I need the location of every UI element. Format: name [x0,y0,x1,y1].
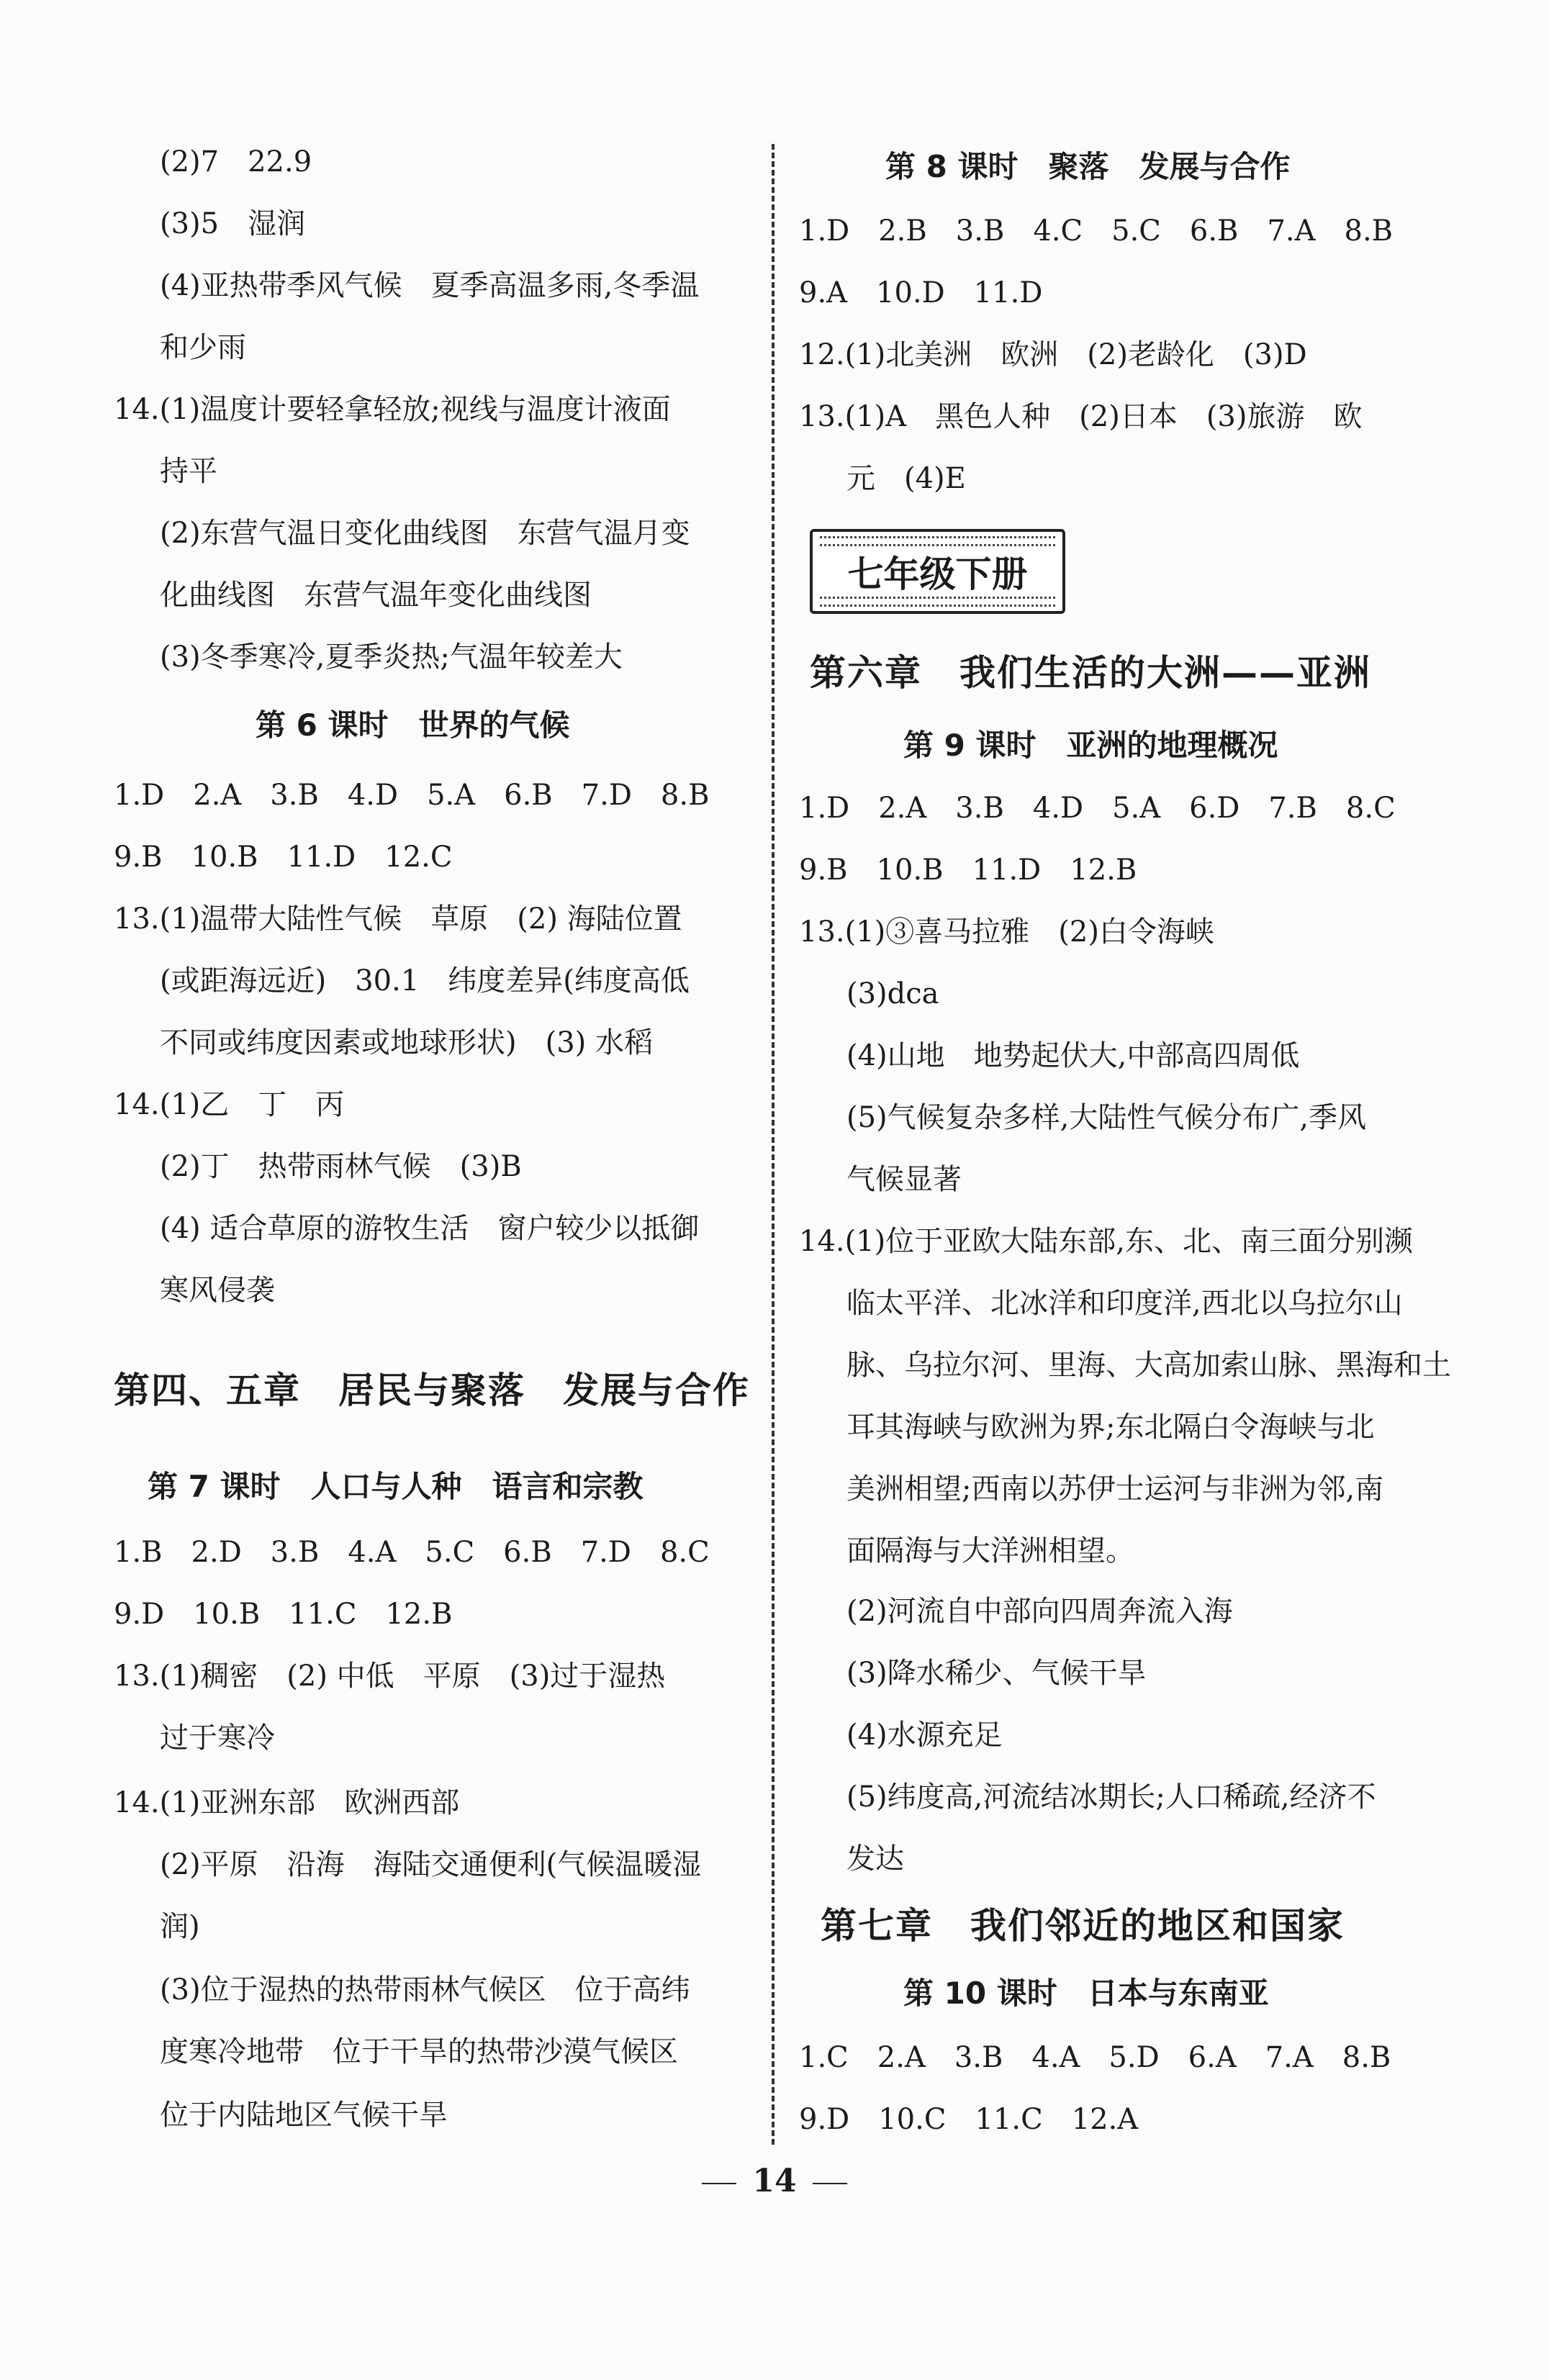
answer-line: 9.D 10.B 11.C 12.B [114,1598,453,1631]
answer-line: (4)山地 地势起伏大,中部高四周低 [846,1039,1300,1072]
column-divider [772,144,774,2145]
dash-left [702,2183,736,2184]
chapter-7-title: 第七章 我们邻近的地区和国家 [821,1905,1345,1947]
answer-line: 元 (4)E [846,462,966,495]
answer-line: 9.A 10.D 11.D [799,276,1043,309]
answer-line: (3)降水稀少、气候干旱 [846,1657,1147,1690]
page-number-text: 14 [752,2163,797,2199]
answer-line: (5)气候复杂多样,大陆性气候分布广,季风 [846,1101,1367,1134]
answer-line: 寒风侵袭 [160,1274,275,1307]
answer-line: 和少雨 [160,331,246,364]
answer-line: 13.(1)A 黑色人种 (2)日本 (3)旅游 欧 [799,400,1363,433]
answer-line: 气候显著 [846,1163,962,1196]
answer-line: 1.B 2.D 3.B 4.A 5.C 6.B 7.D 8.C [114,1536,710,1569]
answer-line: 脉、乌拉尔河、里海、大高加索山脉、黑海和土 [846,1349,1451,1382]
answer-line: (4) 适合草原的游牧生活 窗户较少以抵御 [160,1212,700,1245]
answer-line: (2)东营气温日变化曲线图 东营气温月变 [160,517,690,550]
answer-line: (或距海远近) 30.1 纬度差异(纬度高低 [160,964,690,997]
chapter-6-title: 第六章 我们生活的大洲——亚洲 [810,652,1371,694]
answer-line: 1.D 2.B 3.B 4.C 5.C 6.B 7.A 8.B [799,214,1394,248]
answer-line: (3)dca [846,977,939,1010]
answer-line: 14.(1)亚洲东部 欧洲西部 [114,1786,460,1819]
lesson-10-title: 第 10 课时 日本与东南亚 [903,1976,1269,2011]
answer-line: 过于寒冷 [160,1721,275,1755]
answer-line: (4)亚热带季风气候 夏季高温多雨,冬季温 [160,269,700,302]
lesson-9-title: 第 9 课时 亚洲的地理概况 [903,728,1278,763]
answer-line: 1.D 2.A 3.B 4.D 5.A 6.D 7.B 8.C [799,792,1396,825]
answer-line: (2)平原 沿海 海陆交通便利(气候温暖湿 [160,1848,702,1881]
answer-line: (3)位于湿热的热带雨林气候区 位于高纬 [160,1973,690,2006]
answer-line: 9.B 10.B 11.D 12.C [114,841,453,874]
answer-line: 度寒冷地带 位于干旱的热带沙漠气候区 [160,2035,678,2068]
answer-line: (4)水源充足 [846,1719,1003,1752]
answer-line: 13.(1)稠密 (2) 中低 平原 (3)过于湿热 [114,1660,666,1693]
page-number [0,2163,1549,2199]
answer-line: 化曲线图 东营气温年变化曲线图 [160,579,592,612]
answer-line: 1.D 2.A 3.B 4.D 5.A 6.B 7.D 8.B [114,779,710,812]
answer-line: 耳其海峡与欧洲为界;东北隔白令海峡与北 [846,1411,1375,1444]
answer-line: (5)纬度高,河流结冰期长;人口稀疏,经济不 [846,1781,1376,1814]
answer-line: 发达 [846,1842,904,1876]
answer-line: (3)5 湿润 [160,207,306,240]
answer-line: 润) [160,1910,200,1943]
answer-line: 14.(1)温度计要轻拿轻放;视线与温度计液面 [114,393,671,426]
answer-line: (3)冬季寒冷,夏季炎热;气温年较差大 [160,641,623,674]
answer-line: 9.D 10.C 11.C 12.A [799,2103,1139,2136]
lesson-6-title: 第 6 课时 世界的气候 [256,707,570,743]
chapter-4-5-title: 第四、五章 居民与聚落 发展与合作 [114,1370,750,1411]
dash-right [813,2183,847,2184]
answer-line: 面隔海与大洋洲相望。 [846,1534,1134,1567]
answer-line: 9.B 10.B 11.D 12.B [799,854,1137,887]
answer-line: 12.(1)北美洲 欧洲 (2)老龄化 (3)D [799,338,1307,371]
answer-line: 不同或纬度因素或地球形状) (3) 水稻 [160,1026,653,1059]
answer-line: 1.C 2.A 3.B 4.A 5.D 6.A 7.A 8.B [799,2041,1391,2074]
answer-line: 美洲相望;西南以苏伊士运河与非洲为邻,南 [846,1472,1384,1506]
answer-line: 持平 [160,455,217,488]
lesson-7-title: 第 7 课时 人口与人种 语言和宗教 [148,1469,643,1504]
answer-line: 14.(1)位于亚欧大陆东部,东、北、南三面分别濒 [799,1225,1413,1258]
answer-line: 14.(1)乙 丁 丙 [114,1088,345,1121]
answer-line: 13.(1)③喜马拉雅 (2)白令海峡 [799,915,1214,949]
lesson-8-title: 第 8 课时 聚落 发展与合作 [885,149,1291,184]
answer-line: 临太平洋、北冰洋和印度洋,西北以乌拉尔山 [846,1287,1403,1320]
answer-line: 位于内陆地区气候干旱 [160,2099,448,2132]
answer-line: (2)丁 热带雨林气候 (3)B [160,1150,522,1183]
answer-line: 13.(1)温带大陆性气候 草原 (2) 海陆位置 [114,902,682,936]
answer-line: (2)7 22.9 [160,145,312,178]
grade-banner: 七年级下册 [810,529,1065,614]
answer-line: (2)河流自中部向四周奔流入海 [846,1595,1233,1628]
